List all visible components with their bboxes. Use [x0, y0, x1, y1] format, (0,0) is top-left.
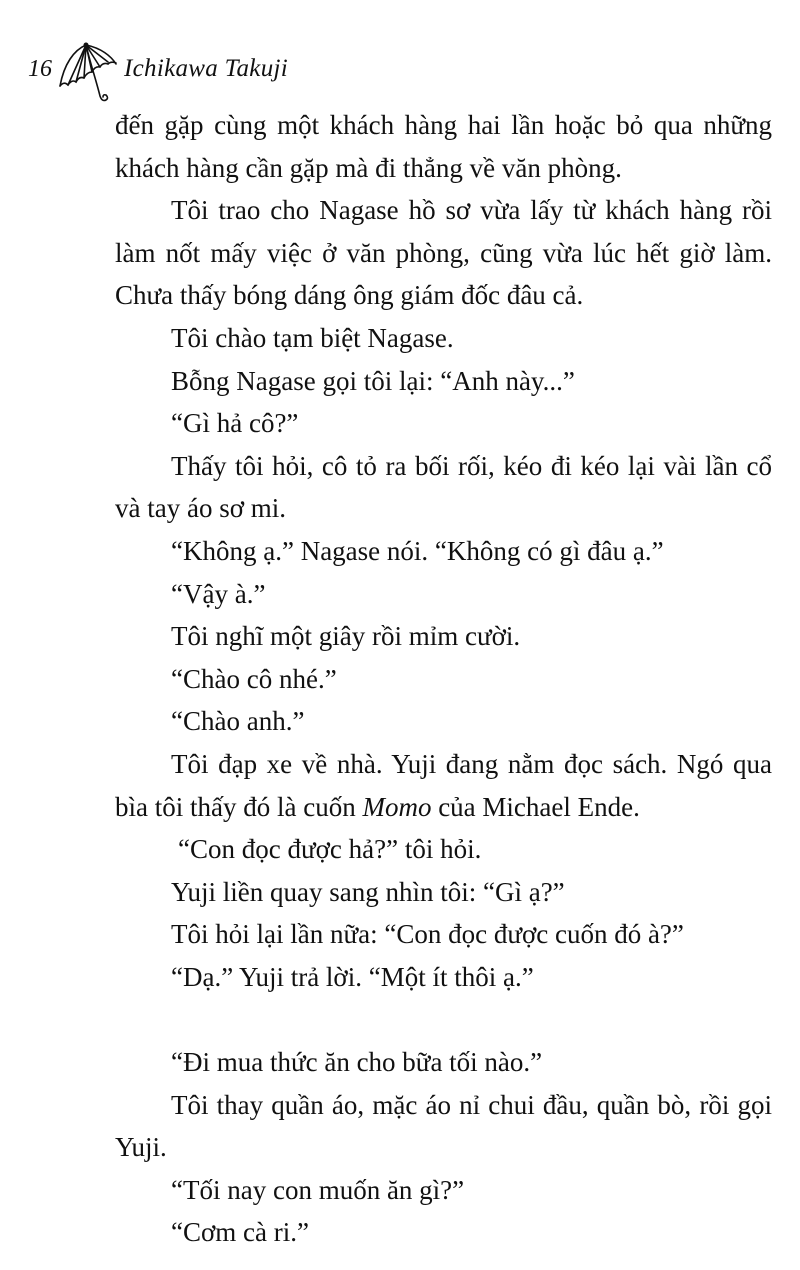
text-segment: của Michael Ende. — [431, 791, 640, 822]
book-title: Momo — [362, 791, 432, 822]
text-line: “Chào anh.” — [171, 706, 305, 737]
author-name: Ichikawa Takuji — [124, 55, 288, 82]
text-line: đến gặp cùng một khách hàng hai lần hoặc bỏ qua những — [115, 110, 772, 140]
text-line: “Chào cô nhé.” — [171, 663, 337, 694]
running-header — [28, 44, 288, 94]
text-line: “Không ạ.” Nagase nói. “Không có gì đâu ạ.” — [171, 535, 664, 566]
text-line: Tôi hỏi lại lần nữa: “Con đọc được cuốn đó à?” — [171, 919, 684, 950]
text-line: “Đi mua thức ăn cho bữa tối nào.” — [171, 1047, 543, 1078]
text-line: Tôi nghĩ một giây rồi mỉm cười. — [171, 621, 521, 652]
text-line: Chưa thấy bóng dáng ông giám đốc đâu cả. — [115, 280, 584, 311]
text-line: “Vậy à.” — [171, 578, 266, 609]
page-body — [115, 104, 772, 1254]
text-line: Tôi thay quần áo, mặc áo nỉ chui đầu, quần bò, rồi gọi — [171, 1089, 772, 1120]
text-line: Yuji liền quay sang nhìn tôi: “Gì ạ?” — [171, 876, 565, 907]
text-line: “Tối nay con muốn ăn gì?” — [171, 1174, 465, 1205]
text-line: Tôi đạp xe về nhà. Yuji đang nằm đọc sách. Ngó qua — [171, 748, 772, 779]
umbrella-icon — [56, 42, 118, 106]
text-segment: bìa tôi thấy đó là cuốn — [115, 791, 363, 822]
text-line: và tay áo sơ mi. — [115, 493, 286, 524]
text-line: Bỗng Nagase gọi tôi lại: “Anh này...” — [171, 365, 575, 396]
page-number: 16 — [28, 55, 52, 82]
text-line: “Dạ.” Yuji trả lời. “Một ít thôi ạ.” — [171, 961, 534, 992]
text-line: Thấy tôi hỏi, cô tỏ ra bối rối, kéo đi kéo lại vài lần cổ — [171, 450, 772, 481]
text-line: “Gì hả cô?” — [171, 408, 299, 439]
text-line: “Con đọc được hả?” tôi hỏi. — [178, 834, 482, 865]
text-line: “Cơm cà ri.” — [171, 1217, 309, 1248]
text-line: khách hàng cần gặp mà đi thẳng về văn phòng. — [115, 152, 622, 183]
section-break — [115, 998, 772, 1041]
text-line: Yuji. — [115, 1132, 167, 1163]
text-line: Tôi chào tạm biệt Nagase. — [171, 322, 454, 353]
text-line: làm nốt mấy việc ở văn phòng, cũng vừa lúc hết giờ làm. — [115, 237, 772, 268]
text-line: Tôi trao cho Nagase hồ sơ vừa lấy từ khách hàng rồi — [171, 195, 772, 226]
text-line — [115, 786, 772, 829]
